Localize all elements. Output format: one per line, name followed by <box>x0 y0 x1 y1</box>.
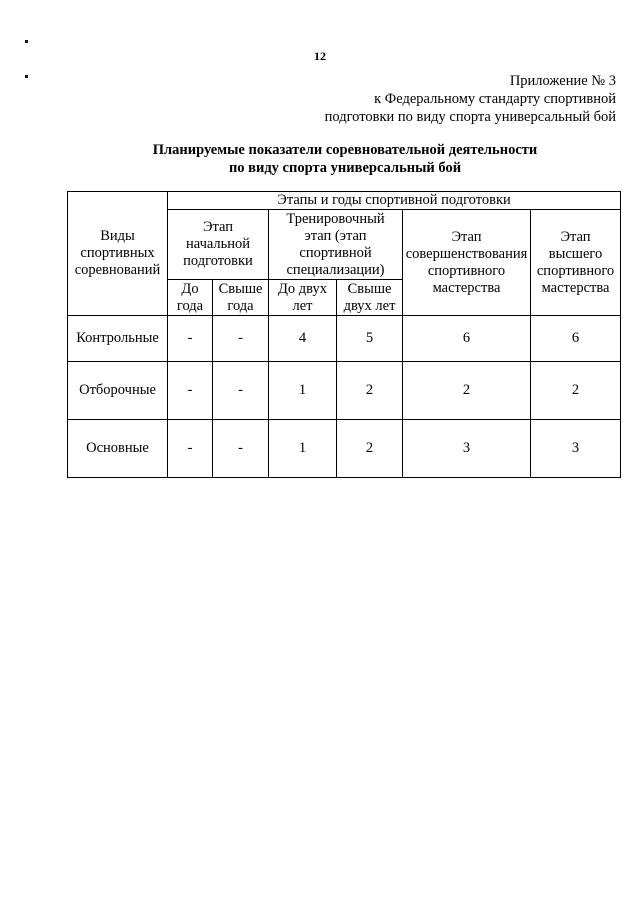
table-cell: - <box>213 316 269 362</box>
table-cell: 1 <box>269 362 337 420</box>
subheader-training-over-two-years: Свыше двух лет <box>337 280 403 316</box>
table-cell: 6 <box>403 316 531 362</box>
header-stage-highest: Этап высшего спортивного мастерства <box>531 210 621 316</box>
appendix-reference <box>256 72 616 126</box>
header-stage-improvement: Этап совершенствования спортивного мастерства <box>403 210 531 316</box>
table-cell: 2 <box>337 420 403 478</box>
table-cell: 3 <box>403 420 531 478</box>
competition-indicators-table <box>67 191 621 478</box>
table-cell: 3 <box>531 420 621 478</box>
table-cell: 1 <box>269 420 337 478</box>
appendix-line-1: Приложение № 3 <box>509 73 616 89</box>
table-cell: - <box>168 362 213 420</box>
subheader-training-up-to-two-years: До двух лет <box>269 280 337 316</box>
table-row <box>68 420 621 478</box>
table-cell: - <box>213 362 269 420</box>
subheader-initial-up-to-year: До года <box>168 280 213 316</box>
header-stages-and-years: Этапы и годы спортивной подготовки <box>168 192 621 210</box>
table-cell: 4 <box>269 316 337 362</box>
table-cell: 6 <box>531 316 621 362</box>
subheader-initial-over-year: Свыше года <box>213 280 269 316</box>
title-line-2: по виду спорта универсальный бой <box>228 160 462 176</box>
appendix-line-2: к Федеральному стандарту спортивной <box>374 91 616 107</box>
title-line-1: Планируемые показатели соревновательной деятельности <box>152 142 538 158</box>
table-cell: - <box>168 316 213 362</box>
table-cell: 2 <box>531 362 621 420</box>
table-row <box>68 362 621 420</box>
table-cell: 5 <box>337 316 403 362</box>
row-kind-label: Основные <box>68 420 168 478</box>
margin-mark-bottom <box>25 75 28 78</box>
table-cell: 2 <box>337 362 403 420</box>
appendix-line-3: подготовки по виду спорта универсальный бой <box>324 109 616 125</box>
header-stage-initial: Этап начальной подготовки <box>168 210 269 280</box>
header-stage-training: Тренировочный этап (этап спортивной специализации) <box>269 210 403 280</box>
page-number: 12 <box>314 49 326 63</box>
header-row-1 <box>68 192 621 210</box>
document-title <box>0 141 640 177</box>
row-kind-label: Контрольные <box>68 316 168 362</box>
table-cell: 2 <box>403 362 531 420</box>
margin-mark-top <box>25 40 28 43</box>
header-competition-kinds: Виды спортивных соревнований <box>68 192 168 316</box>
table-cell: - <box>168 420 213 478</box>
row-kind-label: Отборочные <box>68 362 168 420</box>
table-row <box>68 316 621 362</box>
table-cell: - <box>213 420 269 478</box>
